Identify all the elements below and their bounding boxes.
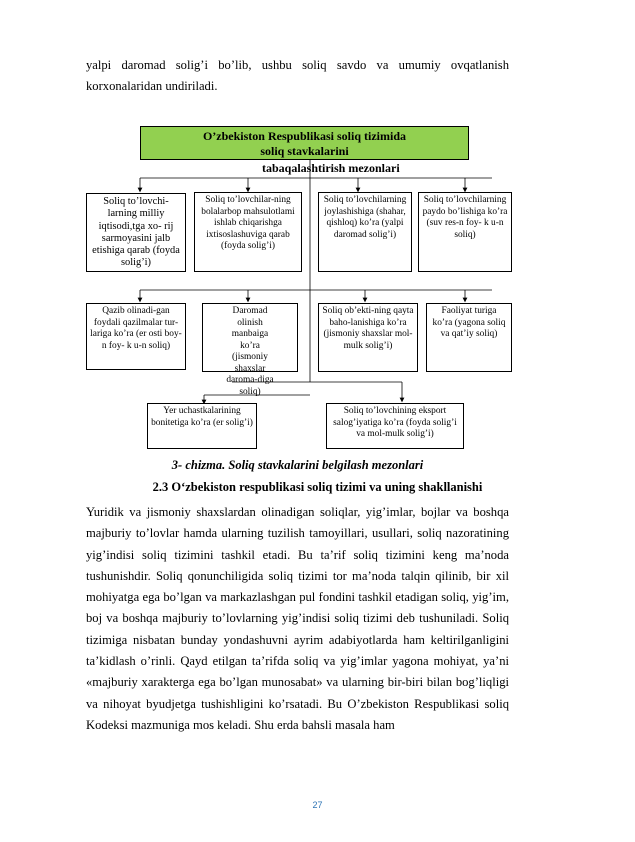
intro-paragraph xyxy=(86,55,509,97)
criterion-box: Soliq ob’ekti-ning qayta baho-lanishiga ko’ra (jismoniy shaxslar mol-mulk solig’i) xyxy=(318,303,418,372)
diagram-title-line-2: soliq stavkalarini xyxy=(260,144,349,158)
diagram-title-box xyxy=(140,126,469,160)
criterion-box: Soliq to’lovchilarning joylashishiga (shahar, qishloq) ko’ra (yalpi daromad solig’i) xyxy=(318,192,412,272)
section-heading: 2.3 O‘zbekiston respublikasi soliq tizimi va uning shakllanishi xyxy=(152,480,483,494)
criterion-box: Soliq to’lovchining eksport salog’iyatiga ko’ra (foyda solig’i va mol-mulk solig’i) xyxy=(326,403,464,449)
criterion-box: Daromad olinish manbaiga ko’ra (jismoniy shaxslar daroma-diga soliq) xyxy=(202,303,298,372)
criterion-box: Qazib olinadi-gan foydali qazilmalar tur- lariga ko’ra (er osti boy-n foy- k u-n soliq) xyxy=(86,303,186,370)
criterion-box: Faoliyat turiga ko’ra (yagona soliq va qat’iy soliq) xyxy=(426,303,512,372)
page-number: 27 xyxy=(312,800,323,810)
criterion-box: Soliq to’lovchi-larning milliy iqtisodi,tga xo- rij sarmoyasini jalb etishiga qarab (foyda solig’i) xyxy=(86,193,186,272)
diagram-title-line-1: O’zbekiston Respublikasi soliq tizimida xyxy=(202,129,407,143)
intro-line-1: yalpi daromad solig’i bo’lib, ushbu soliq savdo va umumiy ovqatlanish xyxy=(86,58,509,72)
diagram-subtitle: tabaqalashtirish mezonlari xyxy=(262,161,400,175)
intro-line-2: korxonalaridan undiriladi. xyxy=(86,79,218,93)
criterion-box: Soliq to’lovchilarning paydo bo’lishiga ko’ra (suv res-n foy- k u-n soliq) xyxy=(418,192,512,272)
diagram-caption xyxy=(0,458,595,473)
body-paragraph: Yuridik va jismoniy shaxslardan olinadigan soliqlar, yig’imlar, bojlar va boshqa majburiy to’lovlar hamda ularning tuzilish tamoyillari, usullari, soliq nazoratining yig’indisi soliq tizimini tashkil etadi. Bu ta’rif soliq tizimini keng ma’noda tushunishdir. Soliq qonunchiligida soliq tizimi tor ma’noda talqin qilinib, bir xil mohiyatga ega bo’lgan va markazlashgan pul fondini tashkil etadigan soliq, yig’im, boj va boshqa majburiy to’lovlarning yig’indisi soliq tizimi deb tushuniladi. Soliq tizimiga nisbatan bunday yondashuvni ayrim adabiyotlarda ham keltirilganligini ta’kidlash o’rinli. Qayd etilgan ta’rifda soliq va yig’imlar yagona mohiyat, ya’ni «majburiy xarakterga ega bo’lgan munosabat» va ularning bir-biri bilan bog’liqligi va nihoyat byudjetga tushishligini ko’rsatadi. Bu O’zbekiston Respublikasi soliq Kodeksi mazmuniga mos keladi. Shu erda bahsli masala ham xyxy=(86,505,509,732)
criterion-box: Soliq to’lovchilar-ning bolalarbop mahsulotlami ishlab chiqarishga ixtisoslashuviga qarab (foyda solig’i) xyxy=(194,192,302,272)
criterion-box: Yer uchastkalarining bonitetiga ko’ra (er solig’i) xyxy=(147,403,257,449)
caption-text: 3- chizma. Soliq stavkalarini belgilash mezonlari xyxy=(171,458,424,472)
